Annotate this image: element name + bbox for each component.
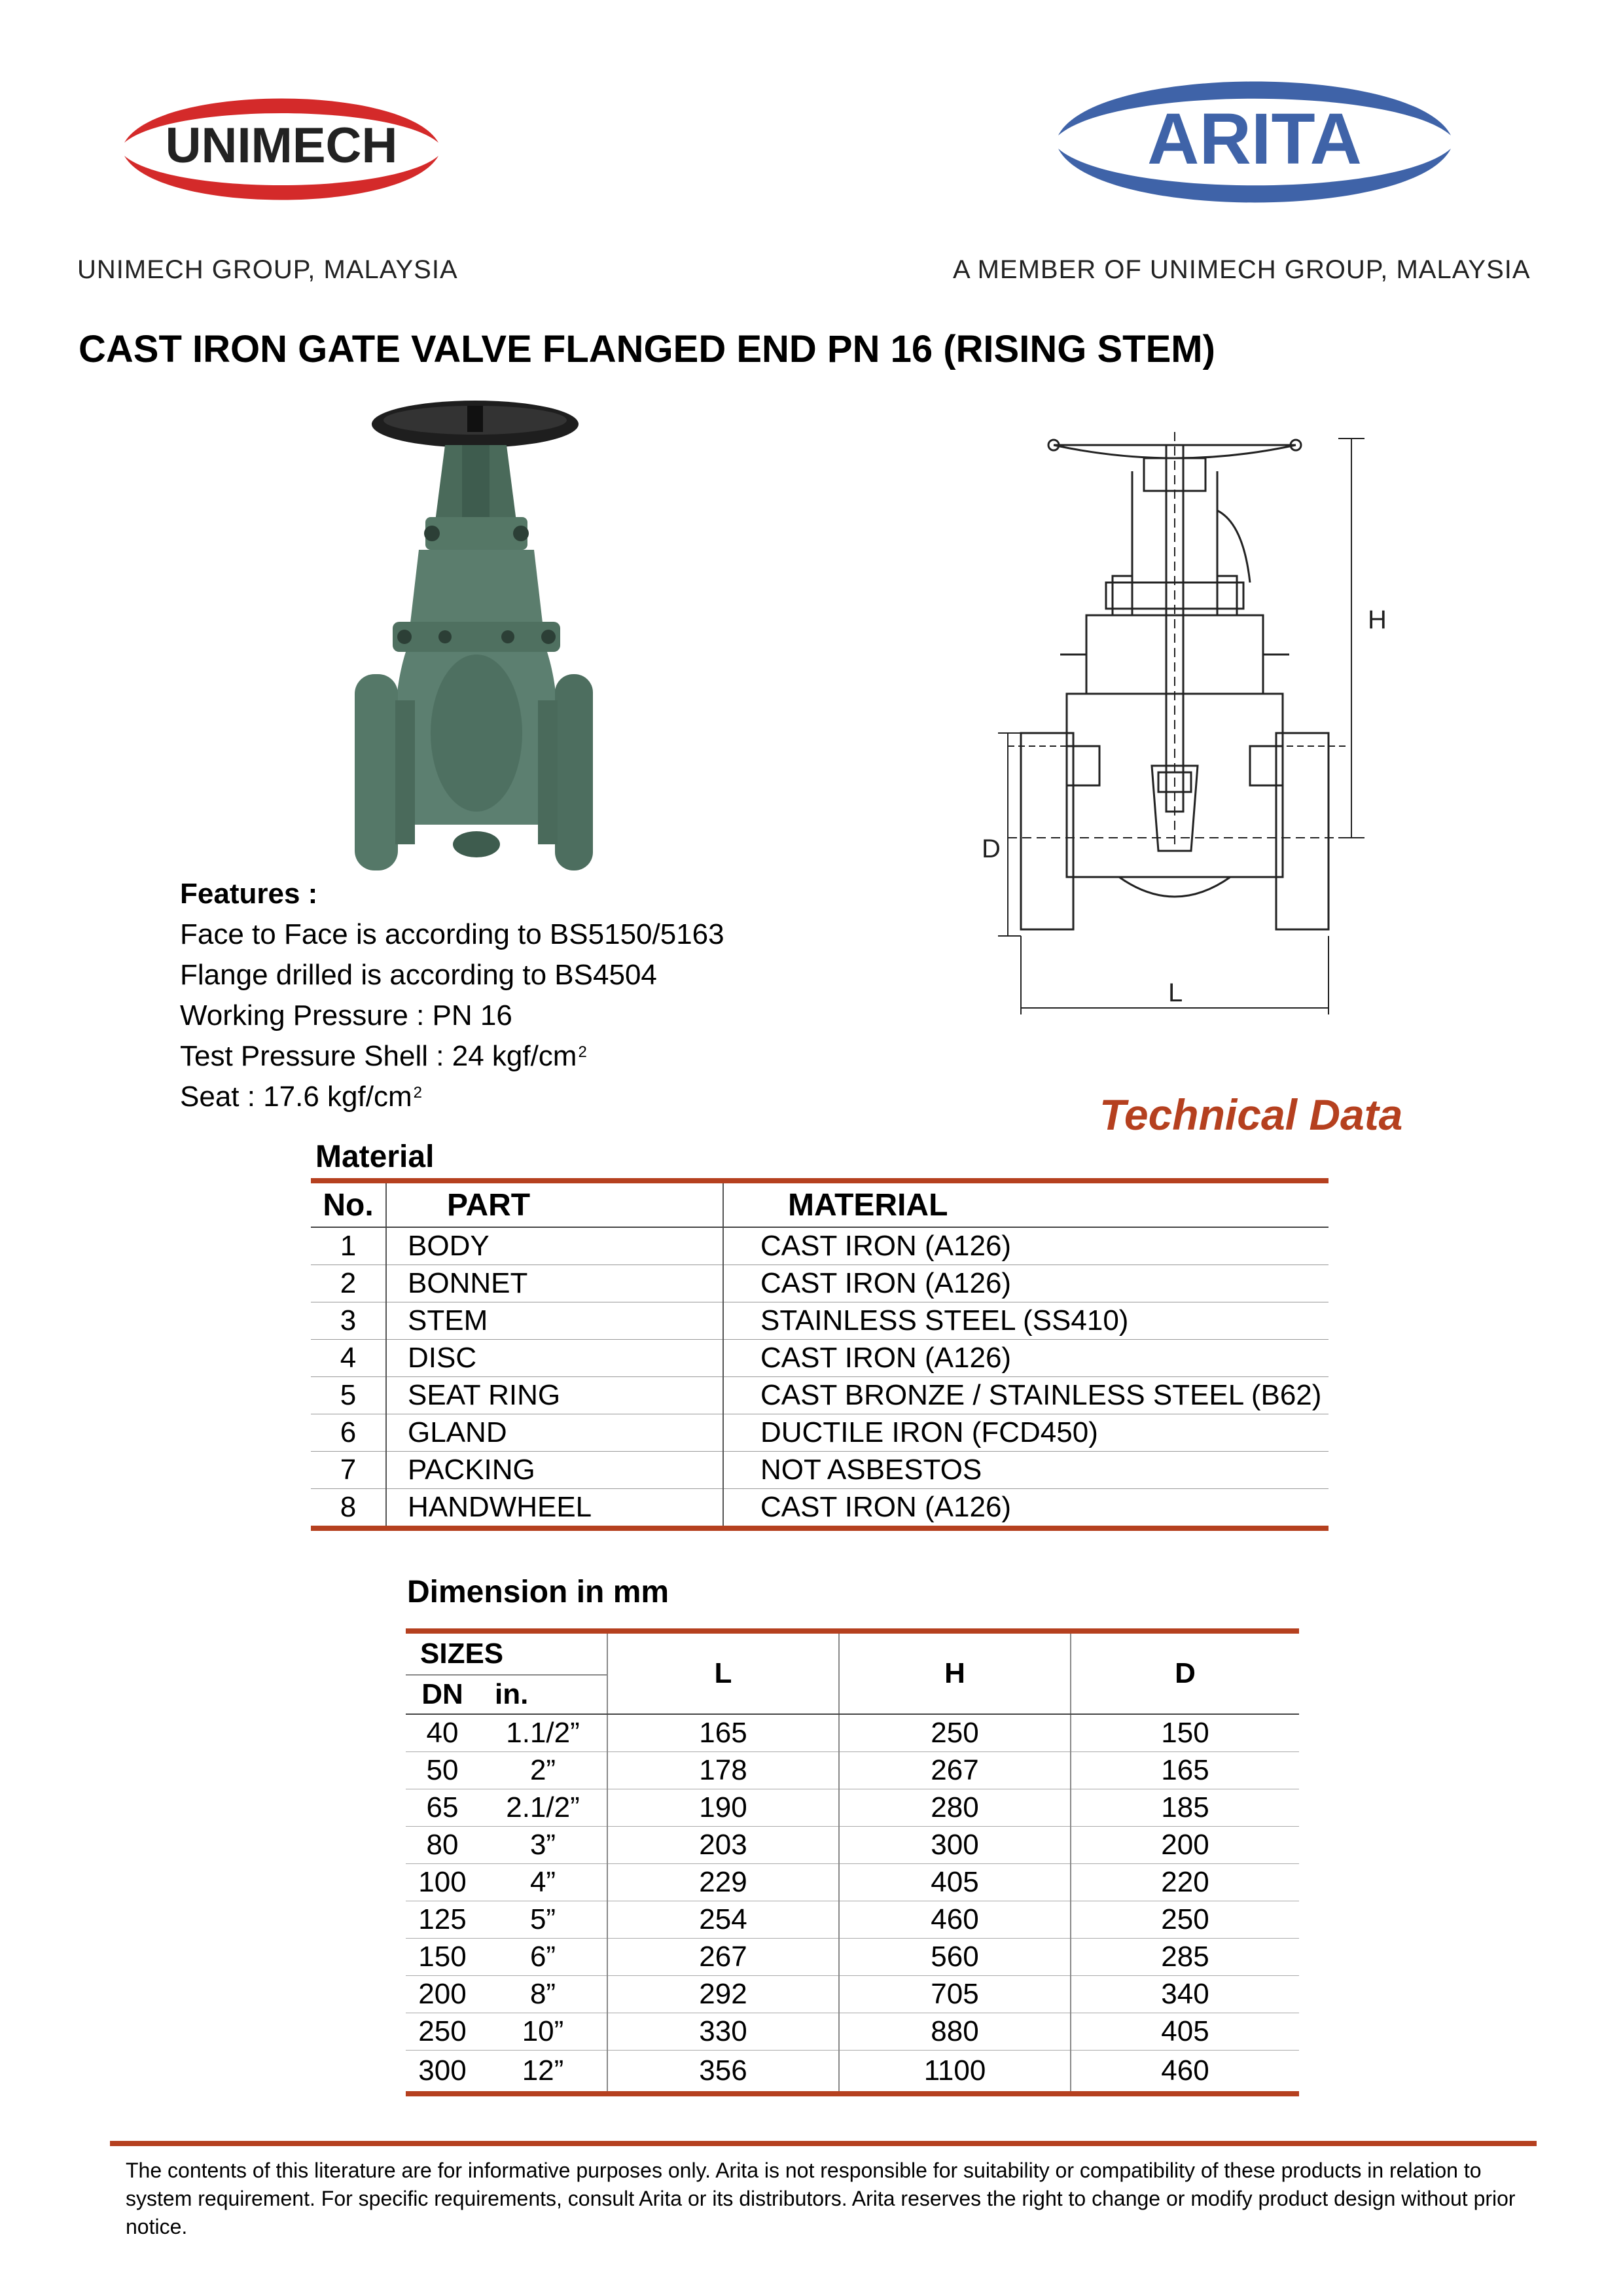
cell-in: 3” [479,1827,607,1864]
cell-no: 1 [311,1227,386,1265]
technical-data-heading: Technical Data [1099,1090,1403,1139]
cell-d: 185 [1071,1789,1299,1827]
cell-d: 340 [1071,1976,1299,2013]
cell-l: 254 [607,1901,839,1939]
table-row [406,1752,1299,1789]
unimech-logo [118,77,445,221]
cell-h: 1100 [839,2051,1071,2094]
cell-d: 285 [1071,1939,1299,1976]
cell-in: 8” [479,1976,607,2013]
feature-line-seat: Seat : 17.6 kgf/$cm^2$ [180,1081,422,1113]
cell-l: 190 [607,1789,839,1827]
cell-h: 250 [839,1714,1071,1752]
cell-material: CAST IRON (A126) [723,1227,1329,1265]
feature-line: Flange drilled is according to BS4504 [180,959,657,991]
cell-material: CAST IRON (A126) [723,1340,1329,1377]
footer-divider [110,2141,1537,2146]
right-flange [555,674,593,870]
unimech-logo-text: UNIMECH [165,118,398,173]
cell-l: 330 [607,2013,839,2051]
cell-l: 165 [607,1714,839,1752]
cell-material: CAST IRON (A126) [760,1491,1012,1523]
cell-d: 250 [1071,1901,1299,1939]
cell-part: HANDWHEEL [386,1489,723,1529]
cell-dn: 100 [406,1864,479,1901]
cell-d: 200 [1071,1827,1299,1864]
cell-in: 2” [479,1752,607,1789]
cell-part: PACKING [386,1452,723,1489]
cell-no: 7 [311,1452,386,1489]
cell-dn: 200 [406,1976,479,2013]
cell-no: 5 [311,1377,386,1414]
cell-in: 6” [479,1939,607,1976]
technical-drawing [982,419,1387,1041]
table-row [406,1901,1299,1939]
cell-no: 4 [311,1340,386,1377]
cell-d: 460 [1161,2054,1209,2087]
unimech-tagline: UNIMECH GROUP, MALAYSIA [77,255,458,284]
dimension-heading: Dimension in mm [407,1575,669,1609]
table-row [406,2051,1299,2094]
cell-in: 2.1/2” [479,1789,607,1827]
table-row [311,1489,1329,1529]
superscript: 2 [578,1043,587,1061]
cell-l: 229 [607,1864,839,1901]
table-row [406,1939,1299,1976]
header-part: PART [386,1181,723,1227]
feature-line: Face to Face is according to BS5150/5163 [180,918,724,950]
cell-material: CAST BRONZE / STAINLESS STEEL (B62) [723,1377,1329,1414]
cell-in: 5” [479,1901,607,1939]
feature-line: Working Pressure : PN 16 [180,999,512,1031]
cell-dn: 50 [406,1752,479,1789]
header-h: H [839,1631,1071,1714]
material-table-header [311,1181,1329,1227]
cell-h: 405 [839,1864,1071,1901]
header-no: No. [311,1181,386,1227]
features-heading: Features : [180,878,318,910]
cell-material: NOT ASBESTOS [723,1452,1329,1489]
left-flange [355,674,398,870]
table-row [311,1452,1329,1489]
header-l: L [607,1631,839,1714]
cell-dn: 300 [418,2054,467,2087]
material-table [311,1178,1329,1531]
header-material: MATERIAL [723,1181,1329,1227]
cell-h: 705 [839,1976,1071,2013]
cell-d: 150 [1071,1714,1299,1752]
table-row [311,1265,1329,1302]
cell-material: STAINLESS STEEL (SS410) [723,1302,1329,1340]
cell-h: 560 [839,1939,1071,1976]
dimension-label-h: H [1368,605,1387,634]
arita-logo [1055,60,1454,224]
table-row [406,1976,1299,2013]
table-row [311,1302,1329,1340]
cell-d: 165 [1071,1752,1299,1789]
cell-part: BONNET [386,1265,723,1302]
cell-dn: 125 [406,1901,479,1939]
cell-dn: 150 [406,1939,479,1976]
arita-tagline: A MEMBER OF UNIMECH GROUP, MALAYSIA [953,255,1531,284]
cell-part: SEAT RING [386,1377,723,1414]
cell-dn: 250 [406,2013,479,2051]
cell-part: BODY [386,1227,723,1265]
cell-h: 880 [839,2013,1071,2051]
table-row [311,1377,1329,1414]
cell-dn: 40 [406,1714,479,1752]
table-row [311,1227,1329,1265]
cell-h: 460 [839,1901,1071,1939]
dimension-header-row [406,1631,1299,1675]
cell-l: 356 [607,2051,839,2094]
cell-material: CAST IRON (A126) [723,1265,1329,1302]
cell-d: 220 [1071,1864,1299,1901]
header-in: in. [479,1675,607,1714]
cell-in: 1.1/2” [479,1714,607,1752]
table-row [406,2013,1299,2051]
disclaimer-text: The contents of this literature are for informative purposes only. Arita is not responsible for suitability or compatibility of these products in relation to system requirement. For specific requirements, consult Arita or its distributors. Arita reserves the right to change or modify product design without prior notice. [126,2159,1516,2238]
cell-d: 405 [1071,2013,1299,2051]
feature-line-test-pressure: Test Pressure Shell : 24 kgf/$cm^2$ [180,1040,587,1072]
cell-part: STEM [386,1302,723,1340]
cell-part: GLAND [386,1414,723,1452]
cell-l: 178 [607,1752,839,1789]
dimension-table [406,1628,1299,2096]
cell-in: 10” [479,2013,607,2051]
table-row [406,1789,1299,1827]
header-dn: DN [406,1675,479,1714]
cell-h: 280 [839,1789,1071,1827]
table-row [406,1864,1299,1901]
bonnet [410,550,543,628]
cell-no: 8 [311,1489,386,1529]
cell-no: 2 [311,1265,386,1302]
header-d: D [1071,1631,1299,1714]
table-row [311,1414,1329,1452]
superscript: 2 [413,1084,422,1102]
cell-in: 12” [479,2051,607,2094]
cell-l: 292 [607,1976,839,2013]
table-row [311,1340,1329,1377]
cell-part: DISC [386,1340,723,1377]
cell-l: 267 [607,1939,839,1976]
page-title: CAST IRON GATE VALVE FLANGED END PN 16 (RISING STEM) [79,328,1215,370]
arita-logo-text: ARITA [1147,99,1362,179]
cell-material: DUCTILE IRON (FCD450) [723,1414,1329,1452]
cell-dn: 80 [406,1827,479,1864]
gate-valve-photo [347,393,596,884]
cell-no: 3 [311,1302,386,1340]
dimension-label-l: L [1168,978,1183,1007]
dimension-label-d: D [982,834,1001,863]
features-block [180,874,724,1117]
cell-h: 267 [839,1752,1071,1789]
cell-dn: 65 [406,1789,479,1827]
cell-in: 4” [479,1864,607,1901]
header-sizes: SIZES [406,1631,607,1675]
cell-l: 203 [607,1827,839,1864]
cell-no: 6 [311,1414,386,1452]
cell-h: 300 [839,1827,1071,1864]
table-row [406,1827,1299,1864]
table-row [406,1714,1299,1752]
material-heading: Material [315,1139,435,1174]
